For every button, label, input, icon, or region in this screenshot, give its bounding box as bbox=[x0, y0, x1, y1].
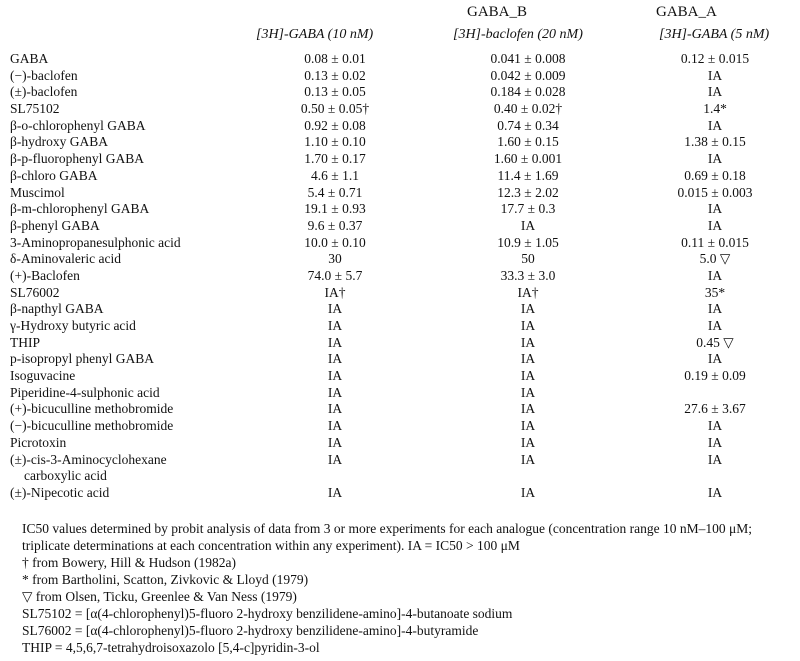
value-cell-3: IA bbox=[707, 301, 723, 317]
value-cell-1: 0.08 ± 0.01 bbox=[304, 51, 366, 66]
compound-name bbox=[10, 185, 65, 202]
table-row bbox=[10, 101, 800, 118]
value-cell-1: IA bbox=[327, 451, 343, 467]
compound-name bbox=[10, 101, 60, 118]
table-row bbox=[10, 385, 800, 402]
compound-name bbox=[10, 335, 40, 352]
compound-name-text: p-isopropyl phenyl GABA bbox=[10, 351, 154, 367]
table-row bbox=[10, 218, 800, 235]
value-cell-2: IA bbox=[520, 418, 536, 434]
compound-name bbox=[10, 201, 149, 218]
footnote-sl76002: SL76002 = [α(4-chlorophenyl)5-fluoro 2-hydroxy benzilidene-amino]-4-butyramide bbox=[22, 623, 479, 638]
compound-name bbox=[10, 134, 108, 151]
value-cell-3: 0.45 ▽ bbox=[696, 334, 734, 350]
table-row bbox=[10, 435, 800, 452]
value-cell-1: IA bbox=[327, 418, 343, 434]
table-row bbox=[10, 318, 800, 335]
compound-name-text: β-hydroxy GABA bbox=[10, 134, 108, 150]
compound-name-text: Picrotoxin bbox=[10, 434, 67, 450]
compound-name-text: GABA bbox=[10, 51, 49, 66]
value-cell-2: IA bbox=[520, 318, 536, 333]
value-cell-3: 35* bbox=[704, 284, 726, 300]
table-row bbox=[10, 68, 800, 85]
column-header-gaba-10nm: [3H]-GABA (10 nM) bbox=[256, 27, 374, 42]
compound-name bbox=[10, 351, 154, 368]
value-cell-1: 5.4 ± 0.71 bbox=[307, 184, 363, 200]
compound-name bbox=[10, 235, 181, 252]
value-cell-1: IA bbox=[327, 334, 343, 350]
value-cell-3: 0.19 ± 0.09 bbox=[684, 368, 746, 384]
value-cell-1: IA† bbox=[324, 284, 346, 300]
value-cell-1: 0.13 ± 0.02 bbox=[304, 67, 366, 83]
compound-name bbox=[10, 385, 160, 402]
value-cell-2: 17.7 ± 0.3 bbox=[500, 201, 556, 217]
table-row bbox=[10, 452, 800, 485]
table-row bbox=[10, 401, 800, 418]
value-cell-1: 10.0 ± 0.10 bbox=[304, 234, 366, 250]
value-cell-1: 1.70 ± 0.17 bbox=[304, 151, 366, 167]
value-cell-3: 0.015 ± 0.003 bbox=[677, 184, 753, 200]
compound-name-text: THIP bbox=[10, 334, 40, 350]
value-cell-1: 0.13 ± 0.05 bbox=[304, 84, 366, 100]
value-cell-1: 4.6 ± 1.1 bbox=[311, 167, 359, 183]
table-row bbox=[10, 368, 800, 385]
value-cell-2: 11.4 ± 1.69 bbox=[497, 167, 559, 183]
compound-name-text: γ-Hydroxy butyric acid bbox=[10, 318, 136, 333]
compound-name bbox=[10, 485, 109, 502]
value-cell-1: IA bbox=[327, 318, 343, 333]
compound-name-text: β-chloro GABA bbox=[10, 167, 98, 183]
value-cell-1: 0.50 ± 0.05† bbox=[300, 101, 370, 117]
value-cell-1: IA bbox=[327, 301, 343, 317]
value-cell-1: 19.1 ± 0.93 bbox=[304, 201, 366, 217]
footnote-star: * from Bartholini, Scatton, Zivkovic & Lloyd (1979) bbox=[22, 572, 309, 587]
table-row bbox=[10, 235, 800, 252]
table-row bbox=[10, 134, 800, 151]
table-row bbox=[10, 201, 800, 218]
value-cell-3: IA bbox=[707, 217, 723, 233]
value-cell-1: 30 bbox=[328, 251, 342, 267]
compound-name bbox=[10, 151, 144, 168]
compound-name-text: (−)-bicuculline methobromide bbox=[10, 418, 174, 434]
compound-name-text: β-m-chlorophenyl GABA bbox=[10, 201, 150, 217]
gabaa-group-header: GABA_A bbox=[656, 4, 717, 20]
value-cell-3: IA bbox=[707, 451, 723, 467]
value-cell-1: 74.0 ± 5.7 bbox=[307, 267, 363, 283]
compound-name-text: SL75102 bbox=[10, 101, 60, 117]
compound-name bbox=[10, 218, 100, 235]
value-cell-3: IA bbox=[707, 318, 723, 333]
value-cell-2: IA bbox=[520, 351, 536, 367]
table-row bbox=[10, 51, 800, 68]
value-cell-1: 0.92 ± 0.08 bbox=[304, 117, 366, 133]
value-cell-3: 5.0 ▽ bbox=[699, 251, 731, 267]
value-cell-3: 0.12 ± 0.015 bbox=[680, 51, 750, 66]
value-cell-2: 0.40 ± 0.02† bbox=[493, 101, 563, 117]
value-cell-2: IA bbox=[520, 451, 536, 467]
value-cell-2: 0.184 ± 0.028 bbox=[490, 84, 566, 100]
compound-name bbox=[10, 68, 78, 85]
value-cell-2: 10.9 ± 1.05 bbox=[497, 234, 559, 250]
value-cell-3: IA bbox=[707, 418, 723, 434]
compound-name-text: Piperidine-4-sulphonic acid bbox=[10, 384, 160, 400]
value-cell-2: IA bbox=[520, 217, 536, 233]
value-cell-1: IA bbox=[327, 351, 343, 367]
compound-name bbox=[10, 452, 167, 485]
compound-name-text: SL76002 bbox=[10, 284, 60, 300]
value-cell-3: 0.69 ± 0.18 bbox=[684, 167, 746, 183]
compound-name-text: δ-Aminovaleric acid bbox=[10, 251, 121, 267]
table-row bbox=[10, 251, 800, 268]
compound-name-text: (±)-Nipecotic acid bbox=[10, 484, 110, 500]
value-cell-3: IA bbox=[707, 484, 723, 500]
value-cell-3: IA bbox=[707, 151, 723, 167]
value-cell-1: IA bbox=[327, 484, 343, 500]
compound-name-text: (±)-cis-3-Aminocyclohexane bbox=[10, 451, 167, 467]
value-cell-2: IA bbox=[520, 301, 536, 317]
value-cell-2: 1.60 ± 0.001 bbox=[493, 151, 563, 167]
value-cell-2: 12.3 ± 2.02 bbox=[497, 184, 559, 200]
table-row bbox=[10, 151, 800, 168]
table-row bbox=[10, 485, 800, 502]
table-footnotes bbox=[22, 520, 792, 656]
footnote-ic50: IC50 values determined by probit analysis of data from 3 or more experiments for each analogue (concentration range 10 nM–100 μM; triplicate determinations at each concentration within any experiment). IA = IC50 > 100 μM bbox=[22, 521, 753, 553]
table-row bbox=[10, 84, 800, 101]
value-cell-1: IA bbox=[327, 401, 343, 417]
footnote-dagger: † from Bowery, Hill & Hudson (1982a) bbox=[22, 555, 236, 570]
value-cell-2: IA† bbox=[517, 284, 539, 300]
compound-name bbox=[10, 435, 66, 452]
value-cell-2: 33.3 ± 3.0 bbox=[500, 267, 556, 283]
compound-name bbox=[10, 51, 48, 68]
value-cell-3: IA bbox=[707, 67, 723, 83]
column-header-gaba-5nm: [3H]-GABA (5 nM) bbox=[659, 27, 770, 42]
value-cell-3: IA bbox=[707, 117, 723, 133]
value-cell-1: 9.6 ± 0.37 bbox=[307, 217, 363, 233]
value-cell-2: 50 bbox=[521, 251, 535, 267]
compound-name-text: (−)-baclofen bbox=[10, 67, 78, 83]
compound-name bbox=[10, 285, 60, 302]
compound-name bbox=[10, 84, 77, 101]
compound-name-text: Isoguvacine bbox=[10, 368, 76, 384]
value-cell-3: 1.4* bbox=[703, 101, 727, 117]
footnote-sl75102: SL75102 = [α(4-chlorophenyl)5-fluoro 2-hydroxy benzilidene-amino]-4-butanoate sodium bbox=[22, 606, 513, 621]
compound-name-text: 3-Aminopropanesulphonic acid bbox=[10, 234, 181, 250]
table-row bbox=[10, 335, 800, 352]
compound-name bbox=[10, 251, 121, 268]
compound-name bbox=[10, 118, 145, 135]
value-cell-2: 0.74 ± 0.34 bbox=[497, 117, 559, 133]
compound-name-text: (+)-Baclofen bbox=[10, 267, 80, 283]
value-cell-2: IA bbox=[520, 384, 536, 400]
table-row bbox=[10, 418, 800, 435]
table-row bbox=[10, 301, 800, 318]
compound-name-text: (±)-baclofen bbox=[10, 84, 78, 100]
value-cell-3: IA bbox=[707, 434, 723, 450]
compound-name bbox=[10, 401, 173, 418]
column-header-baclofen-20nm: [3H]-baclofen (20 nM) bbox=[453, 27, 583, 42]
value-cell-1: IA bbox=[327, 368, 343, 384]
compound-table bbox=[10, 51, 800, 502]
compound-name-text: Muscimol bbox=[10, 184, 65, 200]
compound-name bbox=[10, 268, 80, 285]
value-cell-2: IA bbox=[520, 401, 536, 417]
compound-name bbox=[10, 301, 104, 318]
table-row bbox=[10, 268, 800, 285]
compound-name bbox=[10, 318, 136, 335]
value-cell-3: IA bbox=[707, 84, 723, 100]
value-cell-3: 1.38 ± 0.15 bbox=[684, 134, 746, 150]
gabab-group-header: GABA_B bbox=[467, 4, 528, 20]
table-row bbox=[10, 351, 800, 368]
table-row bbox=[10, 285, 800, 302]
value-cell-2: IA bbox=[520, 334, 536, 350]
value-cell-3: IA bbox=[707, 201, 723, 217]
value-cell-1: IA bbox=[327, 384, 343, 400]
table-row bbox=[10, 168, 800, 185]
value-cell-2: 1.60 ± 0.15 bbox=[497, 134, 559, 150]
value-cell-3: IA bbox=[707, 351, 723, 367]
compound-name-text: (+)-bicuculline methobromide bbox=[10, 401, 174, 417]
value-cell-3: 27.6 ± 3.67 bbox=[684, 401, 746, 417]
compound-name-text: β-phenyl GABA bbox=[10, 217, 100, 233]
value-cell-1: 1.10 ± 0.10 bbox=[304, 134, 366, 150]
compound-name bbox=[10, 418, 173, 435]
value-cell-2: 0.042 ± 0.009 bbox=[490, 67, 566, 83]
value-cell-2: IA bbox=[520, 368, 536, 384]
value-cell-2: IA bbox=[520, 484, 536, 500]
compound-name-text: β-napthyl GABA bbox=[10, 301, 104, 317]
value-cell-3: 0.11 ± 0.015 bbox=[681, 234, 749, 250]
footnote-triangle: ▽ from Olsen, Ticku, Greenlee & Van Ness (1979) bbox=[22, 589, 297, 604]
compound-name-continuation: carboxylic acid bbox=[24, 468, 107, 484]
compound-name-text: β-o-chlorophenyl GABA bbox=[10, 117, 146, 133]
value-cell-3: IA bbox=[707, 267, 723, 283]
value-cell-2: 0.041 ± 0.008 bbox=[490, 51, 566, 66]
compound-name bbox=[10, 368, 75, 385]
footnote-thip: THIP = 4,5,6,7-tetrahydroisoxazolo [5,4-c]pyridin-3-ol bbox=[22, 640, 320, 655]
compound-name bbox=[10, 168, 97, 185]
table-row bbox=[10, 185, 800, 202]
value-cell-1: IA bbox=[327, 434, 343, 450]
compound-name-text: β-p-fluorophenyl GABA bbox=[10, 151, 144, 167]
value-cell-2: IA bbox=[520, 434, 536, 450]
table-row bbox=[10, 118, 800, 135]
